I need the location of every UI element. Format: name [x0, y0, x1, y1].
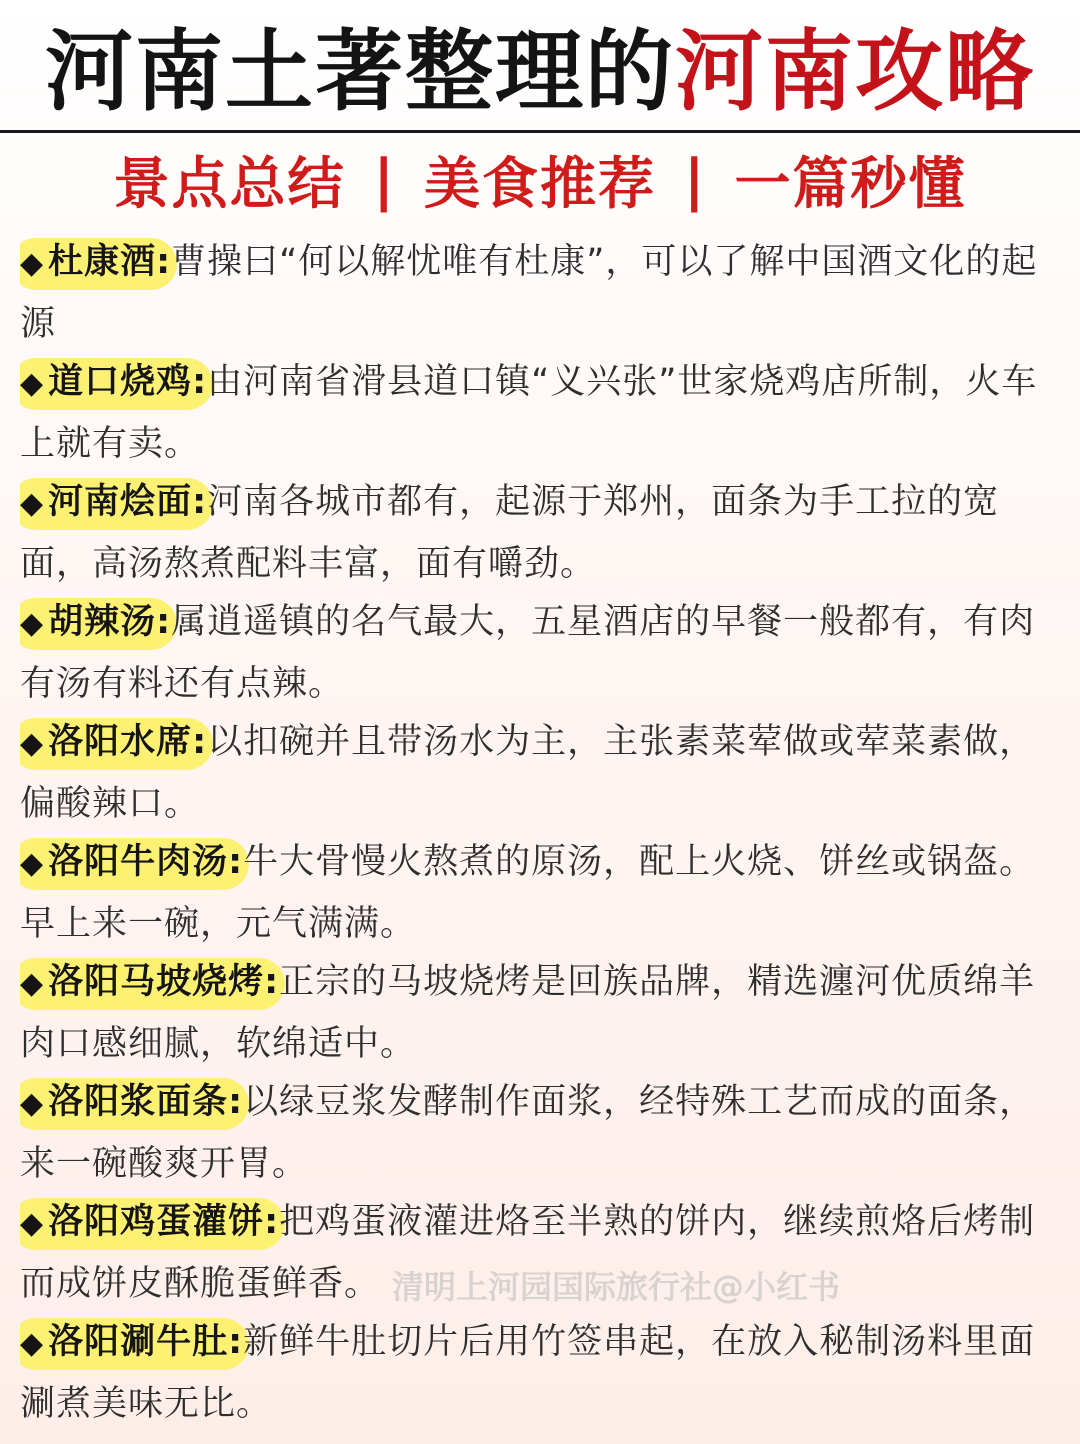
subtitle-separator-2: |	[684, 147, 707, 213]
item-name: 洛阳水席:	[48, 722, 208, 762]
diamond-bullet-icon: ◆	[20, 1086, 45, 1121]
item-name-highlight	[20, 832, 243, 894]
title-highlight: 河南攻略	[675, 20, 1036, 123]
page-subtitle	[0, 140, 1080, 220]
diamond-bullet-icon: ◆	[20, 846, 45, 881]
item-name-highlight	[20, 952, 279, 1014]
watermark: 清明上河园国际旅行社@小红书	[392, 1268, 841, 1306]
list-item	[20, 1072, 1064, 1192]
item-description: 以扣碗并且带汤水为主，主张素菜荤做或荤菜素做，偏酸辣口。	[20, 722, 1036, 824]
item-description: 牛大骨慢火熬煮的原汤，配上火烧、饼丝或锅盔。早上来一碗，元气满满。	[20, 842, 1036, 944]
item-name-highlight	[20, 592, 171, 654]
item-name: 洛阳马坡烧烤:	[48, 962, 280, 1002]
item-name: 杜康酒:	[48, 242, 172, 282]
item-name-highlight	[20, 232, 171, 294]
item-description: 把鸡蛋液灌进烙至半熟的饼内，继续煎烙后烤制而成饼皮酥脆蛋鲜香。	[20, 1202, 1036, 1304]
item-description: 以绿豆浆发酵制作面浆，经特殊工艺而成的面条，来一碗酸爽开胃。	[20, 1082, 1036, 1184]
item-name-highlight	[20, 352, 207, 414]
subtitle-part-2: 美食推荐	[424, 152, 656, 217]
subtitle-separator-1: |	[373, 147, 396, 213]
item-name: 洛阳浆面条:	[48, 1082, 244, 1122]
item-name: 洛阳涮牛肚:	[48, 1322, 244, 1362]
diamond-bullet-icon: ◆	[20, 1206, 45, 1241]
food-list	[20, 232, 1064, 1432]
diamond-bullet-icon: ◆	[20, 366, 45, 401]
item-name-highlight	[20, 1312, 243, 1374]
item-name: 洛阳鸡蛋灌饼:	[48, 1202, 280, 1242]
list-item	[20, 232, 1064, 352]
item-name: 道口烧鸡:	[48, 362, 208, 402]
item-description: 属逍遥镇的名气最大，五星酒店的早餐一般都有，有肉有汤有料还有点辣。	[20, 602, 1036, 704]
page-title	[0, 0, 1080, 133]
list-item	[20, 1312, 1064, 1432]
item-description: 河南各城市都有，起源于郑州，面条为手工拉的宽面，高汤熬煮配料丰富，面有嚼劲。	[20, 482, 1000, 584]
list-item	[20, 952, 1064, 1072]
item-description: 正宗的马坡烧烤是回族品牌，精选瀍河优质绵羊肉口感细腻，软绵适中。	[20, 962, 1036, 1064]
list-item	[20, 832, 1064, 952]
item-description: 由河南省滑县道口镇“义兴张”世家烧鸡店所制，火车上就有卖。	[20, 362, 1038, 464]
item-name: 胡辣汤:	[48, 602, 172, 642]
item-name-highlight	[20, 712, 207, 774]
diamond-bullet-icon: ◆	[20, 1326, 45, 1361]
item-description: 曹操曰“何以解忧唯有杜康”，可以了解中国酒文化的起源	[20, 242, 1038, 344]
item-name-highlight	[20, 1192, 279, 1254]
item-name: 河南烩面:	[48, 482, 208, 522]
item-name: 洛阳牛肉汤:	[48, 842, 244, 882]
item-name-highlight	[20, 472, 207, 534]
title-main: 河南土著整理的	[44, 20, 675, 123]
diamond-bullet-icon: ◆	[20, 486, 45, 521]
list-item	[20, 352, 1064, 472]
subtitle-part-1: 景点总结	[113, 152, 346, 217]
subtitle-part-3: 一篇秒懂	[734, 152, 967, 217]
list-item	[20, 472, 1064, 592]
diamond-bullet-icon: ◆	[20, 726, 45, 761]
list-item	[20, 712, 1064, 832]
item-name-highlight	[20, 1072, 243, 1134]
item-description: 新鲜牛肚切片后用竹签串起，在放入秘制汤料里面涮煮美味无比。	[20, 1322, 1036, 1424]
diamond-bullet-icon: ◆	[20, 606, 45, 641]
diamond-bullet-icon: ◆	[20, 246, 45, 281]
diamond-bullet-icon: ◆	[20, 966, 45, 1001]
list-item	[20, 592, 1064, 712]
